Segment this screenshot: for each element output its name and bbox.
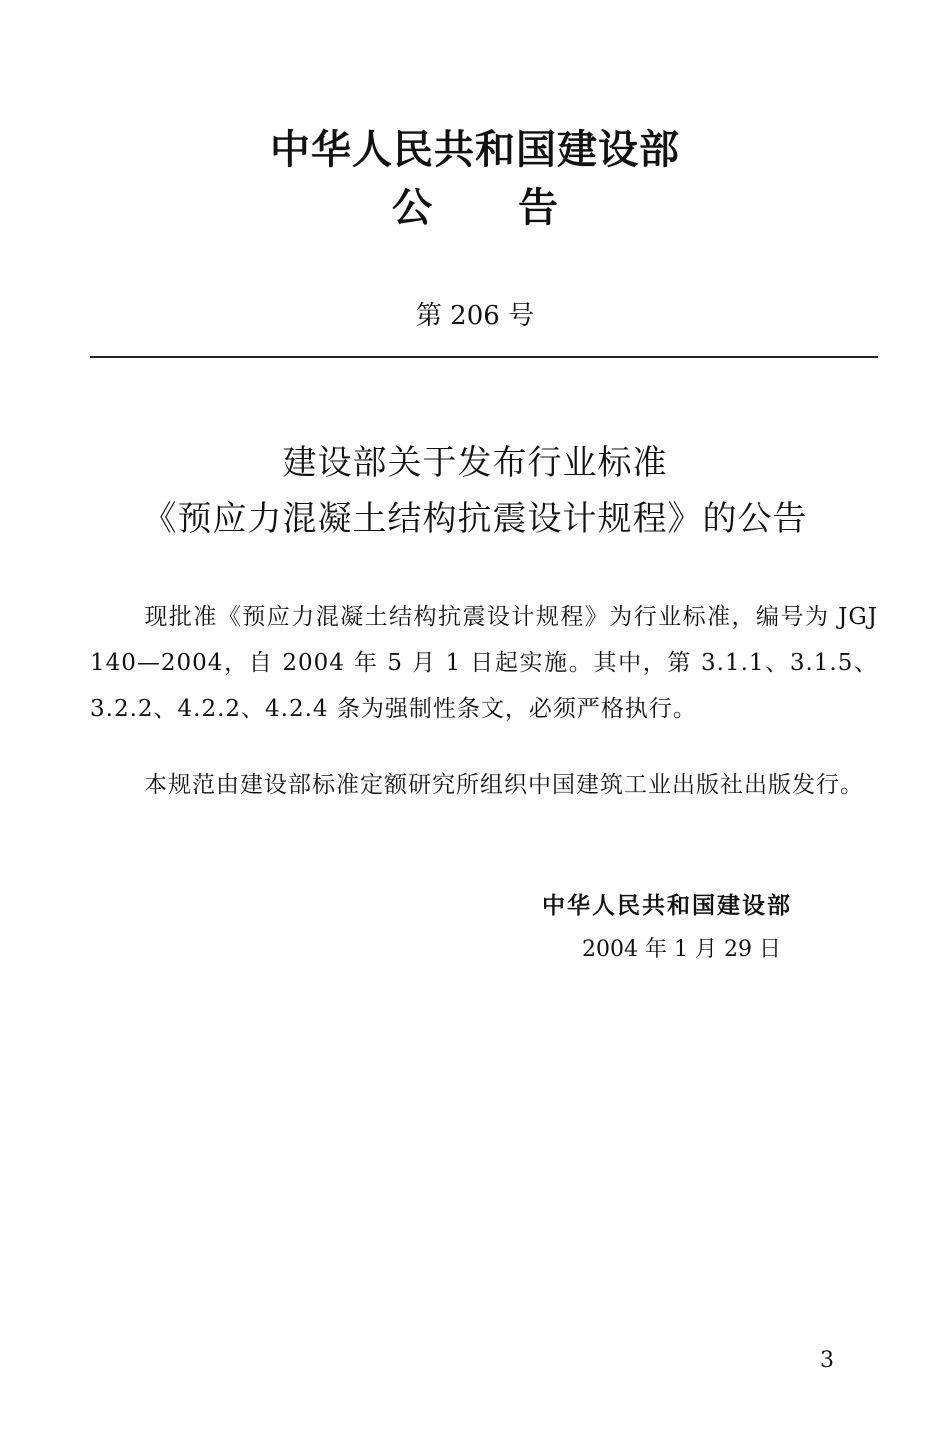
body-paragraph-2 — [90, 762, 878, 808]
signature-issuer: 中华人民共和国建设部 — [542, 892, 792, 919]
signature-date: 2004 年 1 月 29 日 — [582, 937, 781, 962]
notice-heading — [0, 180, 950, 236]
body-paragraph-1 — [90, 594, 878, 732]
issuing-authority-title: 中华人民共和国建设部 — [270, 126, 680, 173]
page-number: 3 — [820, 1348, 834, 1373]
notice-char-1: 公 — [392, 184, 432, 231]
notice-char-2: 告 — [518, 184, 558, 231]
body-paragraph-2-text: 本规范由建设部标准定额研究所组织中国建筑工业出版社出版发行。 — [144, 772, 864, 798]
body-paragraph-1-text: 现批准《预应力混凝土结构抗震设计规程》为行业标准，编号为 JGJ 140—2004，自 2004 年 5 月 1 日起实施。其中，第 3.1.1、3.1.5、3.2.2、4.2.2、4.2.4 条为强制性条文，必须严格执行。 — [90, 604, 878, 722]
issue-number: 第 206 号 — [415, 301, 535, 331]
header-divider — [90, 356, 878, 358]
announcement-title-line-2: 《预应力混凝土结构抗震设计规程》的公告 — [142, 499, 808, 539]
announcement-title-line-1: 建设部关于发布行业标准 — [282, 443, 668, 483]
